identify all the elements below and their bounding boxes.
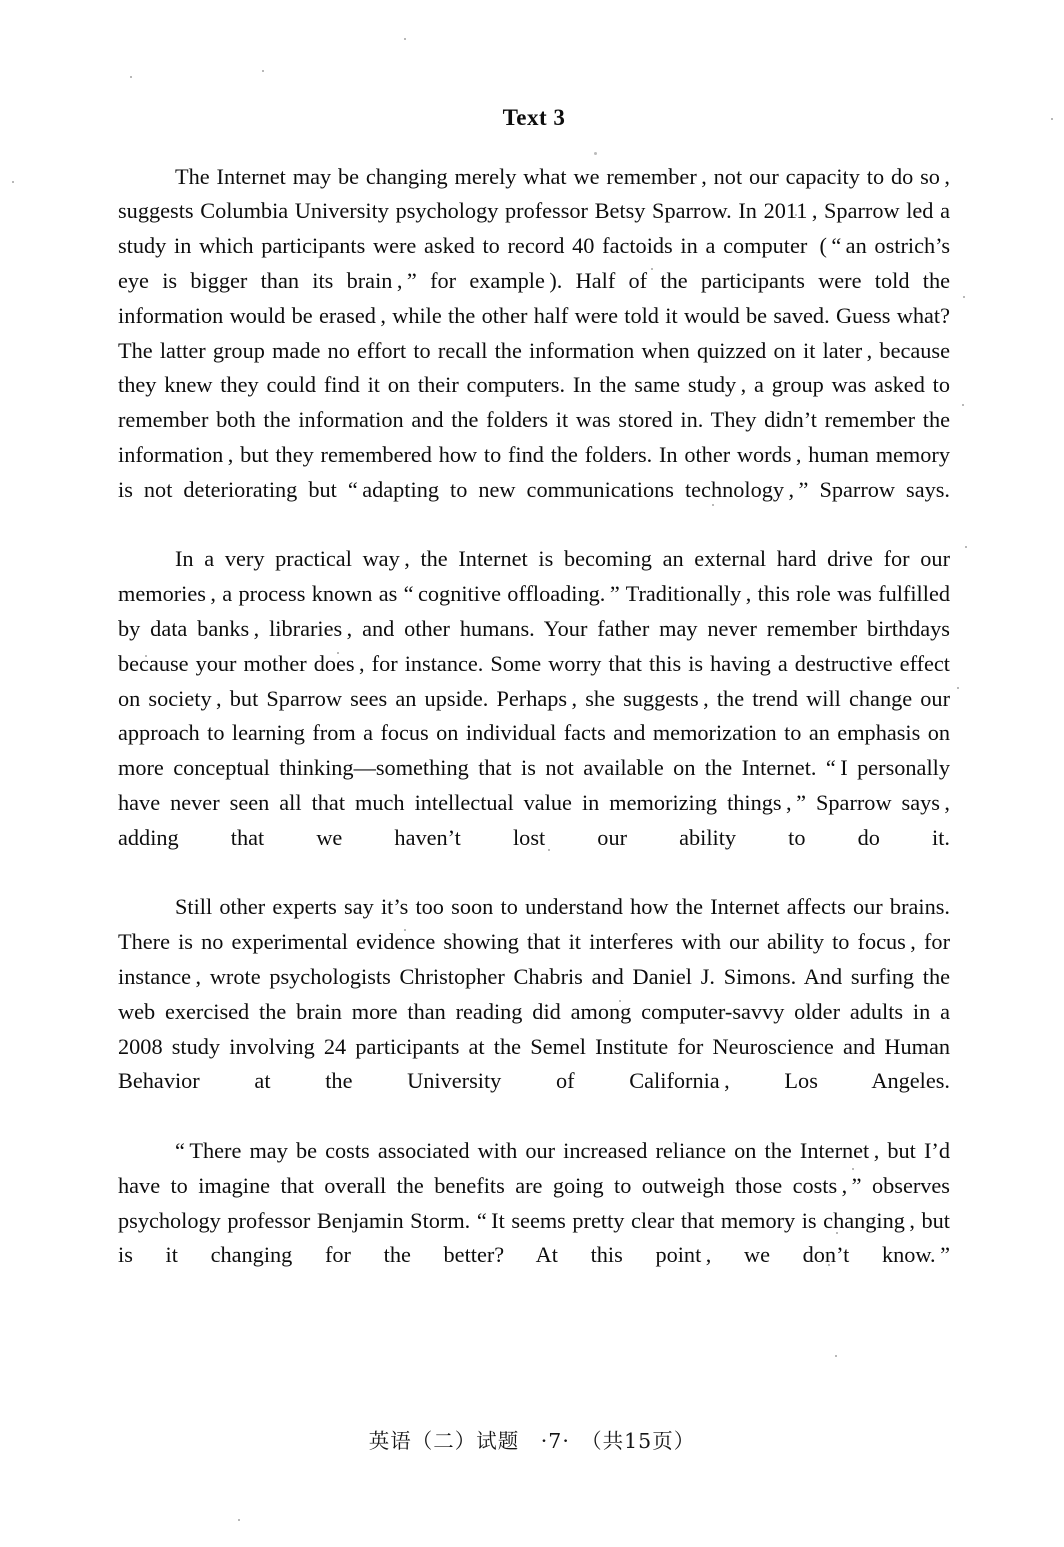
passage-paragraph: The Internet may be changing merely what we remember , not our capacity to do so , suggests Columbia University psychology professor Betsy Sparrow. In 2011 , Sparrow led a study in which participants were asked to record 40 factoids in a computer ( “ an ostrich’s eye is bigger than its brain , ” for example ). Half of the participants were told the information would be erased , while the other half were told it would be saved. Guess what? The latter group made no effort to recall the information when quizzed on it later , because they knew they could find it on their computers. In the same study , a group was asked to remember both the information and the folders it was stored in. They didn’t remember the information , but they remembered how to find the folders. In other words , human memory is not deteriorating but “ adapting to new communications technology , ” Sparrow says. [118, 163, 950, 502]
scan-speckle [962, 404, 964, 406]
scan-speckle [965, 546, 967, 548]
scan-speckle [130, 76, 132, 78]
passage-paragraph: Still other experts say it’s too soon to understand how the Internet affects our brains. There is no experimental evidence showing that it interferes with our ability to focus , for instance , wrote psychologists Christopher Chabris and Daniel J. Simons. And surfing the web exercised the brain more than reading did among computer-savvy older adults in a 2008 study involving 24 participants at the Semel Institute for Neuroscience and Human Behavior at the University of California , Los Angeles. [118, 894, 950, 1094]
scan-speckle [238, 1519, 240, 1521]
scan-speckle [957, 687, 959, 689]
scan-speckle [835, 1355, 837, 1357]
passage-paragraph: In a very practical way , the Internet is becoming an external hard drive for our memories , a process known as “ cognitive offloading. ” Traditionally , this role was fulfilled by data banks , libraries , and other humans. Your father may never remember birthdays because your mother does , for instance. Some worry that this is having a destructive effect on society , but Sparrow sees an upside. Perhaps , she suggests , the trend will change our approach to learning from a focus on individual facts and memorization to an emphasis on more conceptual thinking—something that is not available on the Internet. “ I personally have never seen all that much intellectual value in memorizing things , ” Sparrow says , adding that we haven’t lost our ability to do it. [118, 546, 950, 850]
scan-speckle [404, 38, 406, 40]
scan-speckle [262, 70, 264, 72]
page-title: Text 3 [502, 105, 566, 130]
passage-body [118, 104, 950, 1308]
scan-speckle [12, 181, 14, 183]
scan-speckle [1051, 118, 1053, 120]
scan-speckle [963, 296, 965, 298]
page-footer: 英语（二）试题 ·7· （共15页） [368, 1429, 696, 1453]
passage-paragraph: “ There may be costs associated with our increased reliance on the Internet , but I’d have to imagine that overall the benefits are going to outweigh those costs , ” observes psychology professor Benjamin Storm. “ It seems pretty clear that memory is changing , but is it changing for the better? At this point , we don’t know. ” [118, 1137, 950, 1268]
